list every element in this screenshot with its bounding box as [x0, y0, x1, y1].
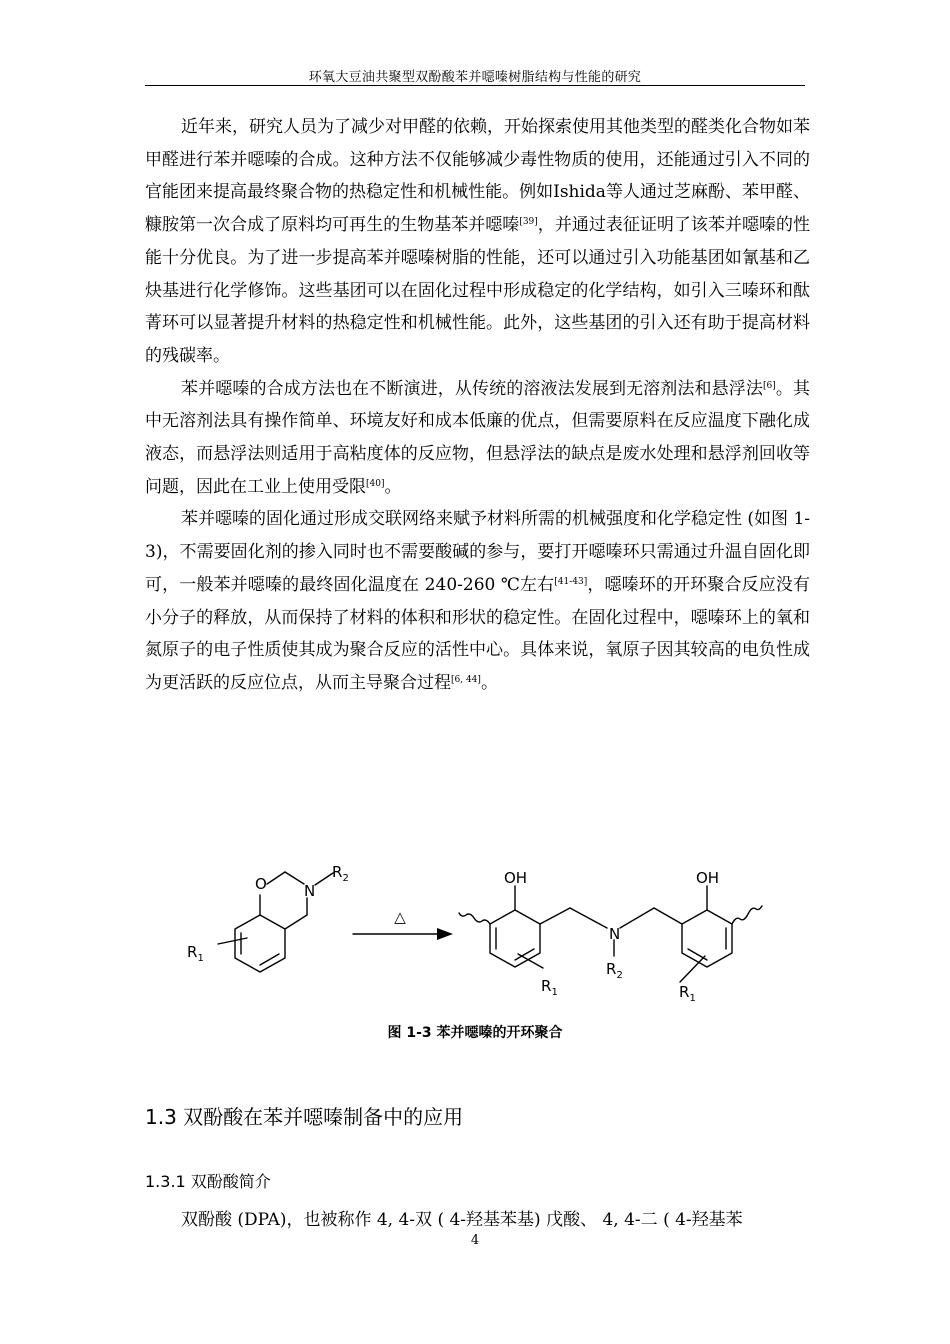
hydroxyl-label: OH — [696, 869, 720, 887]
paragraph-text: 近年来，研究人员为了减少对甲醛的依赖，开始探索使用其他类型的醛类化合物如苯甲醛进行苯并噁嗪的合成。这种方法不仅能够减少毒性物质的使用，还能通过引入不同的官能团来提高最终聚合物的热稳定性和机械性能。例如Ishida等人通过芝麻酚、苯甲醛、糠胺第一次合成了原料均可再生的生物基苯并噁嗪 — [145, 117, 810, 236]
paragraph-text: 。 — [384, 476, 402, 497]
figure-caption: 图 1-3 苯并噁嗪的开环聚合 — [387, 1025, 563, 1041]
citation: [6] — [763, 380, 776, 391]
product-methylene-bond — [654, 908, 682, 924]
product-left-benzene-ring — [490, 910, 540, 967]
monomer-benzene-ring — [235, 915, 285, 972]
paragraph-dpa-intro: 双酚酸 (DPA)，也被称作 4, 4-双 ( 4-羟基苯基) 戊酸、 4, 4-二 ( 4-羟基苯 — [181, 1210, 743, 1230]
subsection-heading: 1.3.1 双酚酸简介 — [145, 1172, 271, 1191]
page-number: 4 — [470, 1233, 480, 1248]
nitrogen-label: N — [609, 925, 621, 943]
r1-label — [541, 977, 558, 998]
r1-subscript: 1 — [551, 987, 558, 998]
paragraph-text: 。其中无溶剂法具有操作简单、环境友好和成本低廉的优点，但需要原料在反应温度下融化成液态，而悬浮法则适用于高粘度体的反应物，但悬浮法的缺点是废水处理和悬浮剂回收等问题，因此在工业上使用受限 — [145, 378, 811, 497]
product-right-benzene-ring — [682, 910, 732, 967]
r1-label — [679, 983, 696, 1004]
oxygen-label: O — [255, 875, 267, 893]
r1-letter: R — [679, 983, 690, 1001]
r2-letter: R — [606, 960, 617, 978]
r1-letter: R — [187, 943, 198, 961]
r1-label — [187, 943, 204, 964]
paragraph-text: 。 — [480, 672, 498, 693]
paragraph-synthesis-methods — [145, 373, 810, 504]
monomer-bond — [315, 873, 333, 885]
r2-label — [606, 960, 623, 981]
product-substituent-bond — [680, 956, 705, 982]
product-methylene-bond — [570, 908, 607, 928]
monomer-substituent-bond — [218, 938, 247, 944]
heat-symbol: △ — [394, 908, 406, 926]
reaction-scheme-figure — [175, 858, 780, 1008]
r2-subscript: 2 — [342, 873, 349, 884]
reaction-scheme-svg — [175, 858, 780, 1008]
running-header: 环氧大豆油共聚型双酚酸苯并噁嗪树脂结构与性能的研究 — [308, 70, 642, 85]
r2-letter: R — [332, 863, 343, 881]
r1-subscript: 1 — [689, 993, 696, 1004]
product-wavy-bond — [459, 913, 490, 924]
monomer-bond — [285, 872, 304, 884]
nitrogen-label: N — [304, 882, 316, 900]
body-text — [145, 111, 810, 700]
product-methylene-bond — [540, 908, 570, 924]
citation: [6, 44] — [451, 674, 481, 685]
monomer-bond — [285, 915, 307, 929]
paragraph-text: 苯并噁嗪的固化通过形成交联网络来赋予材料所需的机械强度和化学稳定性 (如图 1-3)，不需要固化剂的掺入同时也不需要酸碱的参与，要打开噁嗪环只需通过升温自固化即可，一般苯并噁嗪的最终固化温度在 240-260 ℃左右 — [145, 509, 810, 595]
monomer-bond — [267, 872, 285, 884]
r1-letter: R — [541, 977, 552, 995]
r1-subscript: 1 — [197, 953, 204, 964]
product-wavy-bond — [732, 906, 762, 924]
paragraph-aldehyde-synthesis — [145, 111, 810, 373]
citation: [40] — [366, 478, 385, 489]
paragraph-text: ，并通过表征证明了该苯并噁嗪的性能十分优良。为了进一步提高苯并噁嗪树脂的性能，还可以通过引入功能基团如氰基和乙炔基进行化学修饰。这些基团可以在固化过程中形成稳定的化学结构，如引入三嗪环和酞菁环可以显著提升材料的热稳定性和机械性能。此外，这些基团的引入还有助于提高材料的残碳率。 — [145, 215, 811, 366]
paragraph-text: ，噁嗪环的开环聚合反应没有小分子的释放，从而保持了材料的体积和形状的稳定性。在固化过程中，噁嗪环上的氧和氮原子的电子性质使其成为聚合反应的活性中心。具体来说，氧原子因其较高的电负性成为更活跃的反应位点，从而主导聚合过程 — [145, 574, 811, 693]
paragraph-text: 苯并噁嗪的合成方法也在不断演进，从传统的溶液法发展到无溶剂法和悬浮法 — [181, 378, 764, 399]
product-methylene-bond — [620, 908, 654, 928]
product-substituent-bond — [518, 954, 543, 968]
r2-label — [332, 863, 349, 884]
section-heading: 1.3 双酚酸在苯并噁嗪制备中的应用 — [145, 1105, 464, 1129]
citation: [39] — [519, 217, 538, 228]
paragraph-curing — [145, 503, 810, 699]
reaction-arrow-head — [437, 928, 453, 940]
header-rule — [145, 85, 805, 86]
r2-subscript: 2 — [616, 970, 623, 981]
hydroxyl-label: OH — [504, 869, 528, 887]
citation: [41-43] — [554, 576, 588, 587]
